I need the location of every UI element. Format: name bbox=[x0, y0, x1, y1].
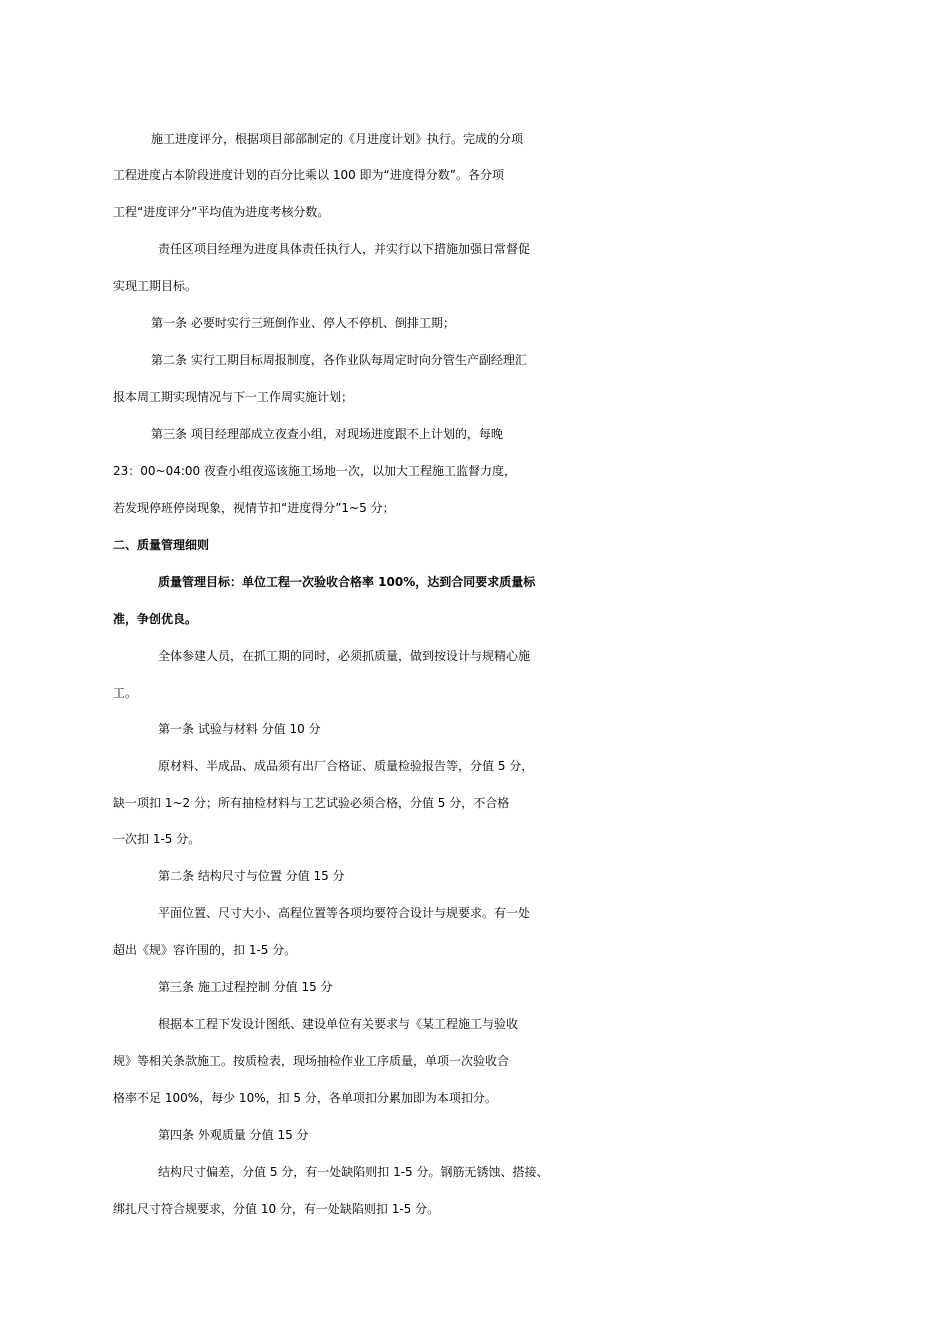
paragraph-line: 23：00~04:00 夜查小组夜巡该施工场地一次，以加大工程施工监督力度， bbox=[113, 464, 516, 478]
paragraph-line: 结构尺寸偏差，分值 5 分，有一处缺陷则扣 1-5 分。钢筋无锈蚀、搭接、 bbox=[158, 1165, 549, 1179]
quality-goal-line: 准，争创优良。 bbox=[113, 612, 198, 626]
paragraph-line: 若发现停班停岗现象，视情节扣“进度得分”1~5 分； bbox=[113, 501, 395, 515]
paragraph-line: 缺一项扣 1~2 分；所有抽检材料与工艺试验必须合格，分值 5 分，不合格 bbox=[113, 796, 510, 810]
paragraph-line: 责任区项目经理为进度具体责任执行人，并实行以下措施加强日常督促 bbox=[158, 242, 531, 256]
paragraph-line: 施工进度评分，根据项目部部制定的《月进度计划》执行。完成的分项 bbox=[151, 132, 524, 146]
paragraph-line: 工程“进度评分”平均值为进度考核分数。 bbox=[113, 205, 330, 219]
article-heading: 第四条 外观质量 分值 15 分 bbox=[158, 1128, 309, 1142]
paragraph-line: 格率不足 100%，每少 10%，扣 5 分，各单项扣分累加即为本项扣分。 bbox=[113, 1091, 497, 1105]
paragraph-line: 实现工期目标。 bbox=[113, 279, 198, 293]
paragraph-line: 全体参建人员，在抓工期的同时，必须抓质量，做到按设计与规精心施 bbox=[158, 649, 531, 663]
paragraph-line: 平面位置、尺寸大小、高程位置等各项均要符合设计与规要求。有一处 bbox=[158, 906, 531, 920]
paragraph-line: 根据本工程下发设计图纸、建设单位有关要求与《某工程施工与验收 bbox=[158, 1017, 519, 1031]
paragraph-line: 工。 bbox=[113, 686, 138, 700]
paragraph-line: 工程进度占本阶段进度计划的百分比乘以 100 即为“进度得分数”。各分项 bbox=[113, 168, 504, 182]
quality-goal-line: 质量管理目标：单位工程一次验收合格率 100%，达到合同要求质量标 bbox=[158, 575, 536, 589]
article-line: 第一条 必要时实行三班倒作业、停人不停机、倒排工期； bbox=[151, 316, 455, 330]
article-line: 第二条 实行工期目标周报制度，各作业队每周定时向分管生产副经理汇 bbox=[151, 353, 527, 367]
article-heading: 第三条 施工过程控制 分值 15 分 bbox=[158, 980, 333, 994]
section-heading: 二、质量管理细则 bbox=[113, 538, 210, 552]
article-line: 第三条 项目经理部成立夜查小组，对现场进度跟不上计划的，每晚 bbox=[151, 427, 503, 441]
paragraph-line: 报本周工期实现情况与下一工作周实施计划； bbox=[113, 390, 354, 404]
article-heading: 第一条 试验与材料 分值 10 分 bbox=[158, 722, 321, 736]
paragraph-line: 绑扎尺寸符合规要求，分值 10 分，有一处缺陷则扣 1-5 分。 bbox=[113, 1202, 440, 1216]
paragraph-line: 超出《规》容许围的，扣 1-5 分。 bbox=[113, 943, 297, 957]
article-heading: 第二条 结构尺寸与位置 分值 15 分 bbox=[158, 869, 345, 883]
paragraph-line: 规》等相关条款施工。按质检表，现场抽检作业工序质量，单项一次验收合 bbox=[113, 1054, 510, 1068]
paragraph-line: 一次扣 1-5 分。 bbox=[113, 832, 201, 846]
paragraph-line: 原材料、半成品、成品须有出厂合格证、质量检验报告等，分值 5 分， bbox=[158, 759, 534, 773]
